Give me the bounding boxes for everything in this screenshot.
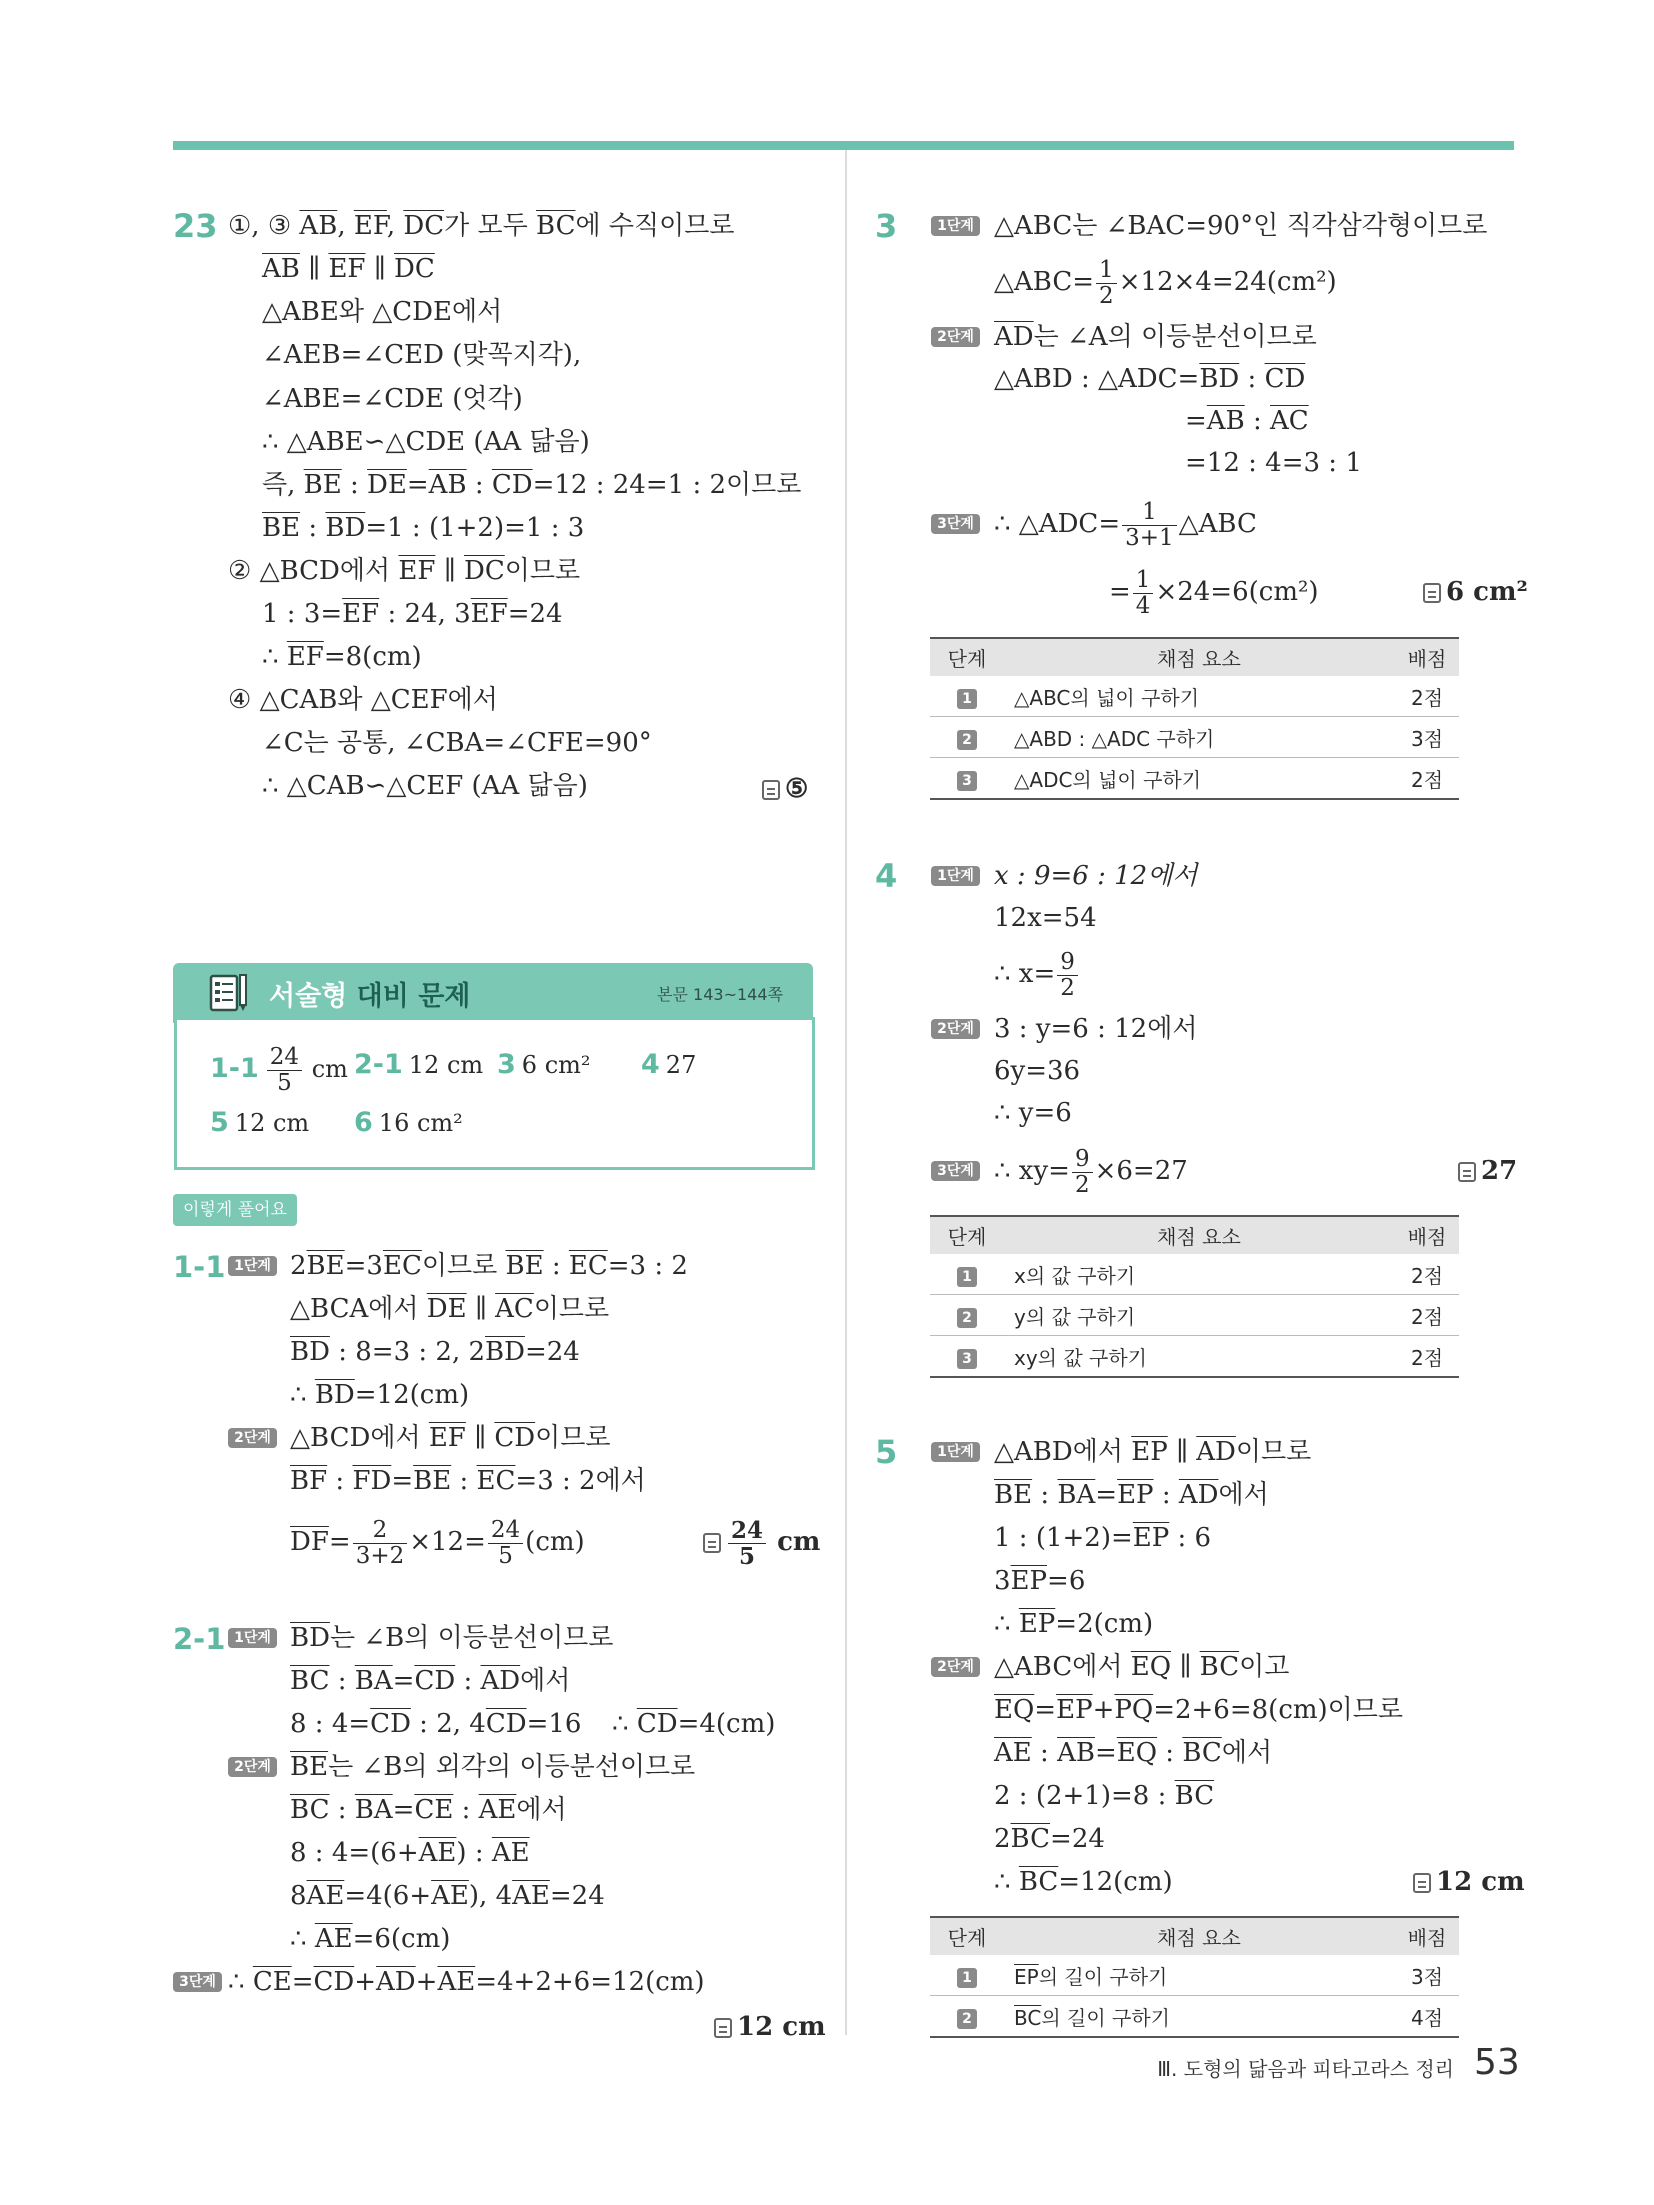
- p21-line-3: 8 : $4=\overline{CD}$ : 2, $4\overline{CD}=16$: [290, 1709, 582, 1739]
- table-row: [930, 1254, 1459, 1295]
- p5-step2-badge: 2단계: [931, 1657, 980, 1677]
- p4-score-table: [930, 1215, 1459, 1378]
- p4-line-2: 12x=54: [994, 903, 1097, 933]
- p4-line-3: ∴ x= $\frac{9}{2}$: [994, 944, 1080, 1004]
- p21-step2-badge: 2단계: [228, 1757, 277, 1777]
- p5-score-table: [930, 1916, 1459, 2038]
- p11-step1-badge: 1단계: [228, 1256, 277, 1276]
- p5-line-7: $\overline{EQ}=\overline{EP}+\overline{PQ}=2+6=8(cm)$이므로: [994, 1695, 1404, 1725]
- p5-line-8: $\overline{AE}$ : $\overline{AB}=\overline{EQ}$ : $\overline{BC}$에서: [994, 1738, 1273, 1768]
- col-score: 배점: [1395, 1216, 1459, 1254]
- p5-line-11: ∴ $\overline{BC}=12(cm)$: [994, 1867, 1173, 1897]
- criteria-cell: △ADC의 넓이 구하기: [1004, 758, 1395, 800]
- p4-line-6: ∴ y=6: [994, 1098, 1072, 1128]
- table-row: [930, 1295, 1459, 1336]
- table-row: [930, 758, 1459, 800]
- answer-icon: [762, 780, 780, 800]
- score-cell: 2점: [1395, 1336, 1459, 1378]
- table-header-row: [930, 1216, 1459, 1254]
- p4-number: 4: [875, 857, 898, 895]
- p4-step1-badge: 1단계: [931, 866, 980, 886]
- p3-line-1: △ABC는 ∠BAC=90°인 직각삼각형이므로: [994, 211, 1488, 241]
- p11-line-1: $2\overline{BE}=3\overline{EC}$이므로 $\overline{BE}$ : $\overline{EC}=3$ : 2: [290, 1251, 688, 1281]
- p11-line-4: ∴ $\overline{BD}=12(cm)$: [290, 1380, 470, 1410]
- p21-step1-badge: 1단계: [228, 1628, 277, 1648]
- p21-line-2: $\overline{BC}$ : $\overline{BA}=\overline{CD}$ : $\overline{AD}$에서: [290, 1666, 571, 1696]
- step-number: 1: [957, 689, 977, 709]
- p4-answer: 27: [1458, 1155, 1517, 1187]
- p5-line-5: ∴ $\overline{EP}=2(cm)$: [994, 1609, 1154, 1639]
- criteria-cell: △ABC의 넓이 구하기: [1004, 676, 1395, 717]
- p21-line-1: $\overline{BD}$는 ∠B의 이등분선이므로: [290, 1623, 614, 1653]
- p4-line-4: 3 : y=6 : 12에서: [994, 1014, 1198, 1044]
- p4-step2-badge: 2단계: [931, 1019, 980, 1039]
- table-row: [930, 1996, 1459, 2038]
- q23-line-6: ∴ △ABE∽△CDE (AA 닮음): [262, 427, 590, 457]
- p21-line-7: $8\overline{AE}=4(6+\overline{AE})$, $4\overline{AE}=24$: [290, 1881, 605, 1911]
- p3-step2-badge: 2단계: [931, 327, 980, 347]
- p3-answer: 6 cm²: [1423, 576, 1528, 608]
- answer-icon: [703, 1533, 721, 1553]
- col-criteria: 채점 요소: [1004, 638, 1395, 676]
- answer-3: 3 6 cm²: [497, 1049, 591, 1080]
- p4-line-7: ∴ xy= $\frac{9}{2}$ ×6=27: [994, 1145, 1188, 1198]
- answer-6: 6 16 cm²: [354, 1107, 463, 1138]
- p5-line-3: 1 : $(1+2)=\overline{EP}$ : 6: [994, 1523, 1212, 1553]
- q23-line-12: ④ △CAB와 △CEF에서: [228, 685, 498, 715]
- answer-icon: [1458, 1162, 1476, 1182]
- answer-1-1: 1-1 $\frac{24}{5}$ cm: [210, 1044, 348, 1096]
- page-number: 53: [1474, 2042, 1520, 2083]
- p21-number: 2-1: [173, 1622, 226, 1656]
- p11-line-5: △BCD에서 $\overline{EF}$ ∥ $\overline{CD}$이므로: [290, 1423, 611, 1453]
- p3-step3-badge: 3단계: [931, 514, 980, 534]
- p3-line-8: = $\frac{1}{4}$ ×24=6(cm²): [1109, 566, 1319, 619]
- q23-line-1: ①, ③ $\overline{AB}$, $\overline{EF}$, $\overline{DC}$가 모두 $\overline{BC}$에 수직이므로: [228, 211, 735, 241]
- p21-answer: 12 cm: [714, 2011, 826, 2043]
- p5-answer: 12 cm: [1413, 1866, 1525, 1898]
- p21-line-4: $\overline{BE}$는 ∠B의 외각의 이등분선이므로: [290, 1752, 696, 1782]
- p11-number: 1-1: [173, 1250, 226, 1284]
- table-header-row: [930, 638, 1459, 676]
- q23-line-4: ∠AEB=∠CED (맞꼭지각),: [262, 340, 582, 370]
- p21-step3-badge: 3단계: [173, 1972, 222, 1992]
- solve-label: 이렇게 풀어요: [173, 1194, 297, 1226]
- p5-line-10: $2\overline{BC}=24$: [994, 1824, 1105, 1854]
- p21-line-8: ∴ $\overline{AE}=6(cm)$: [290, 1924, 451, 1954]
- q23-line-11: ∴ $\overline{EF}=8(cm)$: [262, 642, 422, 672]
- col-score: 배점: [1395, 638, 1459, 676]
- p11-step2-badge: 2단계: [228, 1428, 277, 1448]
- p5-line-1: △ABD에서 $\overline{EP}$ ∥ $\overline{AD}$이므로: [994, 1437, 1312, 1467]
- criteria-cell: y의 값 구하기: [1004, 1295, 1395, 1336]
- p11-line-7: $\overline{DF}=$ $\frac{2}{3+2}$ ×12= $\frac{24}{5}$ (cm): [290, 1516, 585, 1569]
- p4-line-5: 6y=36: [994, 1056, 1081, 1086]
- p11-line-3: $\overline{BD}$ : 8=3 : 2, $2\overline{BD}=24$: [290, 1337, 580, 1367]
- q23-line-3: △ABE와 △CDE에서: [262, 297, 503, 327]
- page-reference: 본문 143~144쪽: [657, 985, 783, 1004]
- col-criteria: 채점 요소: [1004, 1917, 1395, 1955]
- p21-line-6: 8 : $4=(6+\overline{AE})$ : $\overline{AE}$: [290, 1838, 530, 1868]
- p3-line-2: △ABC= $\frac{1}{2}$ ×12×4=24(cm²): [994, 256, 1337, 309]
- q23-line-9: ② △BCD에서 $\overline{EF}$ ∥ $\overline{DC}$이므로: [228, 556, 581, 586]
- col-step: 단계: [930, 1216, 1004, 1254]
- criteria-cell: $\overline{BC}$의 길이 구하기: [1004, 1996, 1395, 2038]
- p21-line-5: $\overline{BC}$ : $\overline{BA}=\overline{CE}$ : $\overline{AE}$에서: [290, 1795, 567, 1825]
- criteria-cell: x의 값 구하기: [1004, 1254, 1395, 1295]
- table-row: [930, 1955, 1459, 1996]
- p5-step1-badge: 1단계: [931, 1442, 980, 1462]
- p5-line-4: $3\overline{EP}=6$: [994, 1566, 1086, 1596]
- col-criteria: 채점 요소: [1004, 1216, 1395, 1254]
- score-cell: 4점: [1395, 1996, 1459, 2038]
- table-row: [930, 1336, 1459, 1378]
- criteria-cell: $\overline{EP}$의 길이 구하기: [1004, 1955, 1395, 1996]
- column-divider: [845, 150, 847, 2035]
- p3-line-4: △ABD : $\triangle ADC=\overline{BD}$ : $\overline{CD}$: [994, 364, 1306, 394]
- q23-line-13: ∠C는 공통, ∠CBA=∠CFE=90°: [262, 728, 652, 758]
- p3-score-table: [930, 637, 1459, 800]
- p11-line-2: △BCA에서 $\overline{DE}$ ∥ $\overline{AC}$이므로: [290, 1294, 610, 1324]
- q23-line-14: ∴ △CAB∽△CEF (AA 닮음): [262, 771, 588, 801]
- answer-5: 5 12 cm: [210, 1107, 310, 1138]
- checklist-pencil-icon: [209, 972, 249, 1014]
- p3-step1-badge: 1단계: [931, 216, 980, 236]
- table-row: [930, 717, 1459, 758]
- top-accent-bar: [173, 141, 1514, 150]
- score-cell: 2점: [1395, 1254, 1459, 1295]
- p5-number: 5: [875, 1433, 898, 1471]
- p4-line-1: x : 9=6 : 12에서: [994, 861, 1198, 891]
- step-number: 2: [957, 730, 977, 750]
- step-number: 1: [957, 1267, 977, 1287]
- table-row: [930, 676, 1459, 717]
- p21-line-3-result: ∴ $\overline{CD}=4(cm)$: [612, 1709, 776, 1739]
- criteria-cell: △ABD : △ADC 구하기: [1004, 717, 1395, 758]
- step-number: 3: [957, 1349, 977, 1369]
- p4-step3-badge: 3단계: [931, 1161, 980, 1181]
- p11-answer: $\frac{24}{5}$ cm: [703, 1512, 820, 1572]
- q23-line-7: 즉, $\overline{BE}$ : $\overline{DE}=\overline{AB}$ : $\overline{CD}=12$ : 24=1 : 2이므로: [262, 470, 802, 500]
- section-header: [173, 963, 813, 1023]
- p5-line-6: △ABC에서 $\overline{EQ}$ ∥ $\overline{BC}$이고: [994, 1652, 1290, 1682]
- col-step: 단계: [930, 638, 1004, 676]
- criteria-cell: xy의 값 구하기: [1004, 1336, 1395, 1378]
- q23-line-5: ∠ABE=∠CDE (엇각): [262, 384, 523, 414]
- p5-line-2: $\overline{BE}$ : $\overline{BA}=\overline{EP}$ : $\overline{AD}$에서: [994, 1480, 1269, 1510]
- answer-icon: [1423, 583, 1441, 603]
- score-cell: 2점: [1395, 1295, 1459, 1336]
- col-step: 단계: [930, 1917, 1004, 1955]
- p3-line-5: $=\overline{AB}$ : $\overline{AC}$: [1185, 406, 1309, 436]
- score-cell: 3점: [1395, 717, 1459, 758]
- q23-line-8: $\overline{BE}$ : $\overline{BD}=1$ : (1+2)=1 : 3: [262, 513, 585, 543]
- p3-line-3: $\overline{AD}$는 ∠A의 이등분선이므로: [994, 322, 1317, 352]
- answer-2-1: 2-1 12 cm: [354, 1049, 484, 1080]
- p3-line-6: =12 : 4=3 : 1: [1185, 448, 1362, 478]
- step-number: 2: [957, 1308, 977, 1328]
- table-header-row: [930, 1917, 1459, 1955]
- score-cell: 2점: [1395, 758, 1459, 800]
- answer-4: 4 27: [641, 1049, 697, 1080]
- score-cell: 3점: [1395, 1955, 1459, 1996]
- q23-line-10: 1 : $3=\overline{EF}$ : 24, $3\overline{EF}=24$: [262, 599, 563, 629]
- q23-line-2: $\overline{AB}$ ∥ $\overline{EF}$ ∥ $\overline{DC}$: [262, 254, 435, 284]
- p5-line-9: 2 : (2+1)=8 : $\overline{BC}$: [994, 1781, 1215, 1811]
- answer-icon: [714, 2018, 732, 2038]
- step-number: 3: [957, 771, 977, 791]
- col-score: 배점: [1395, 1917, 1459, 1955]
- q23-number: 23: [173, 207, 218, 245]
- q23-answer: ⑤: [762, 773, 808, 805]
- step-number: 1: [957, 1968, 977, 1988]
- p3-number: 3: [875, 207, 898, 245]
- p21-line-9: ∴ $\overline{CE}=\overline{CD}+\overline{AD}+\overline{AE}=4+2+6=12(cm)$: [228, 1967, 705, 1997]
- step-number: 2: [957, 2009, 977, 2029]
- score-cell: 2점: [1395, 676, 1459, 717]
- section-title: 서술형 대비 문제: [269, 981, 471, 1012]
- p11-line-6: $\overline{BF}$ : $\overline{FD}=\overline{BE}$ : $\overline{EC}=3$ : 2에서: [290, 1466, 646, 1496]
- p3-line-7: ∴ △ADC= $\frac{1}{3+1}$ △ABC: [994, 498, 1257, 551]
- chapter-title: Ⅲ. 도형의 닮음과 피타고라스 정리: [1157, 2057, 1454, 2081]
- answer-icon: [1413, 1873, 1431, 1893]
